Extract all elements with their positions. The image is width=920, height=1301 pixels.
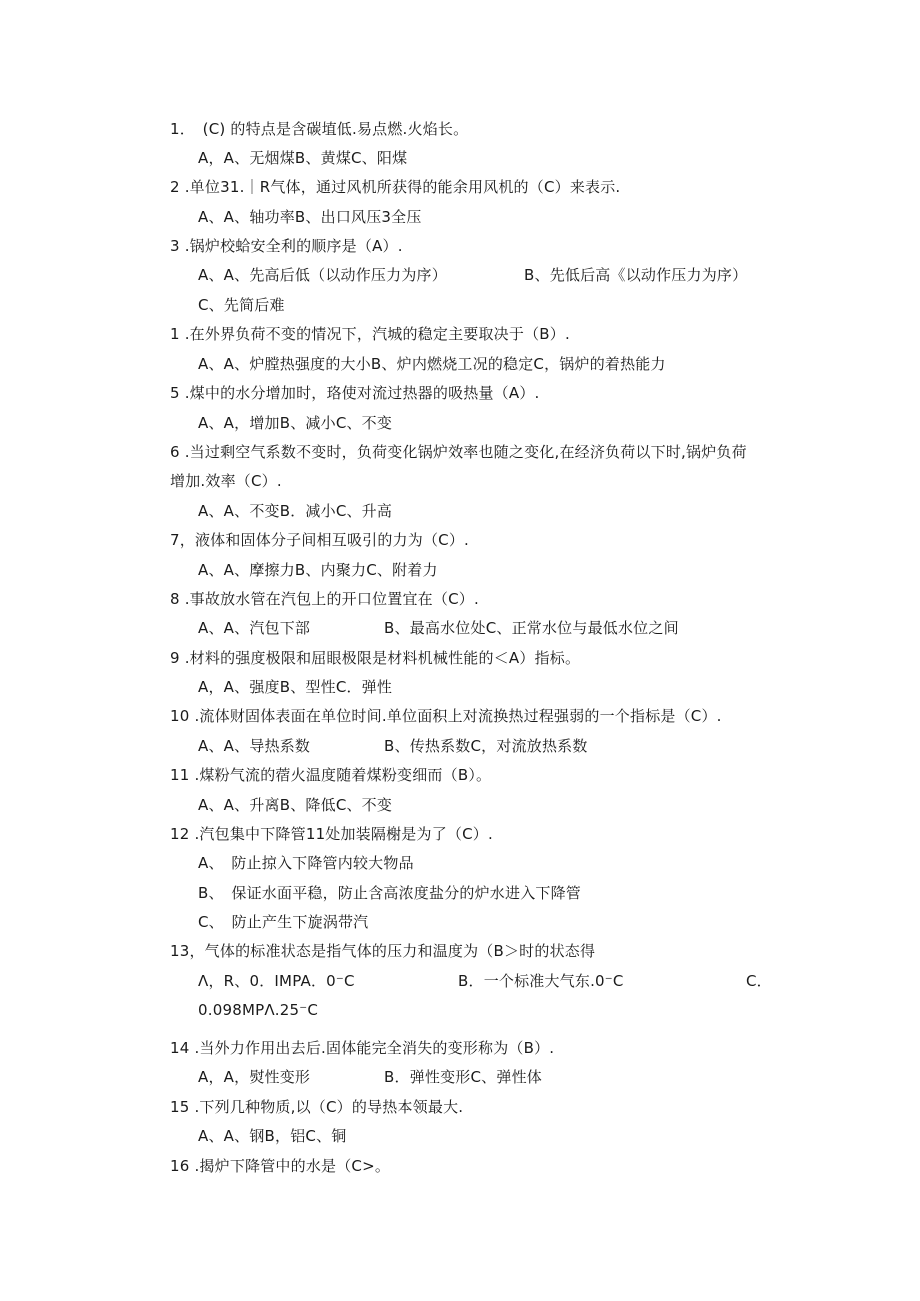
options-9: A，A、强度B、型性C．弹性	[198, 678, 393, 696]
option-13c: 0.098MPΛ.25⁻C	[198, 1001, 319, 1019]
options-7: A、A、摩擦力B、内聚力C、附着力	[198, 561, 438, 579]
question-8: 8 .事故放水管在汽包上的开口位置宜在（C）.	[170, 590, 479, 608]
question-6-cont: 增加.效率（C）.	[170, 472, 282, 490]
question-1: 1． (C) 的特点是含碳埴低.易点燃.火焰长。	[170, 120, 469, 138]
question-7: 7，液体和固体分子间相互吸引的力为（C）.	[170, 531, 469, 549]
option-3c: C、先简后难	[198, 296, 285, 314]
question-10: 10 .流体财固体表面在单位时间.单位面积上对流换热过程强弱的一个指标是（C）.	[170, 707, 722, 725]
option-8b: B、最高水位处C、正常水位与最低水位之间	[384, 619, 679, 637]
question-14: 14 .当外力作用出去后.固体能完全消失的变形称为（B）.	[170, 1039, 555, 1057]
options-15: A、A、钢B，铝C、铜	[198, 1127, 347, 1145]
option-14a: A，A，熨性变形	[198, 1068, 311, 1086]
question-9: 9 .材料的强度极限和屈眼极限是材料机械性能的＜A）指标。	[170, 649, 581, 667]
options-11: A、A、升离B、降低C、不变	[198, 796, 393, 814]
options-2: A、A、轴功率B、出口风压3全压	[198, 208, 422, 226]
option-13b: B．一个标准大气东.0⁻C	[458, 972, 624, 990]
option-13c-label: C．	[746, 972, 772, 990]
question-12: 12 .汽包集中下降管11处加装隔榭是为了（C）.	[170, 825, 493, 843]
options-6: A、A、不变B．减小C、升高	[198, 502, 393, 520]
option-10b: B、传热系数C，对流放热系数	[384, 737, 588, 755]
option-12a: A、 防止掠入下降管内较大物品	[198, 854, 414, 872]
option-12b: B、 保证水面平稳，防止含高浓度盐分的炉水进入下降管	[198, 884, 581, 902]
question-3: 3 .锅炉校蛤安全利的顺序是（A）.	[170, 237, 403, 255]
option-14b: B．弹性变形C、弹性体	[384, 1068, 542, 1086]
question-5: 5 .煤中的水分增加时，珞使对流过热器的吸热量（A）.	[170, 384, 540, 402]
question-13: 13，气体的标准状态是指气体的压力和温度为（B＞时的状态得	[170, 942, 596, 960]
options-1: A，A、无烟煤B、黄煤C、阳煤	[198, 149, 408, 167]
question-6: 6 .当过剩空气系数不变时，负荷变化锅炉效率也随之变化,在经济负荷以下时,锅炉负荷	[170, 443, 747, 461]
option-13a: Λ，R、0．IMPA．0⁻C	[198, 972, 355, 990]
option-3a: A、A、先高后低（以动作压力为序）	[198, 266, 447, 284]
option-10a: A、A、导热系数	[198, 737, 311, 755]
question-15: 15 .下列几种物质,以（C）的导热本领最大.	[170, 1098, 464, 1116]
question-4: 1 .在外界负荷不变的情况下，汽城的稳定主要取决于（B）.	[170, 325, 570, 343]
option-12c: C、 防止产生下旋涡带汽	[198, 913, 369, 931]
question-11: 11 .煤粉气流的蓿火温度随着煤粉变细而（B）。	[170, 766, 492, 784]
option-8a: A、A、汽包下部	[198, 619, 311, 637]
option-3b: B、先低后高《以动作压力为序）	[524, 266, 748, 284]
options-5: A、A，增加B、减小C、不变	[198, 414, 393, 432]
question-16: 16 .揭炉下降管中的水是（C>。	[170, 1157, 391, 1175]
question-2: 2 .单位31.｜R气体，通过风机所获得的能余用风机的（C）来表示.	[170, 178, 621, 196]
options-4: A、A、炉膛热强度的大小B、炉内燃烧工况的稳定C，锅炉的着热能力	[198, 355, 666, 373]
